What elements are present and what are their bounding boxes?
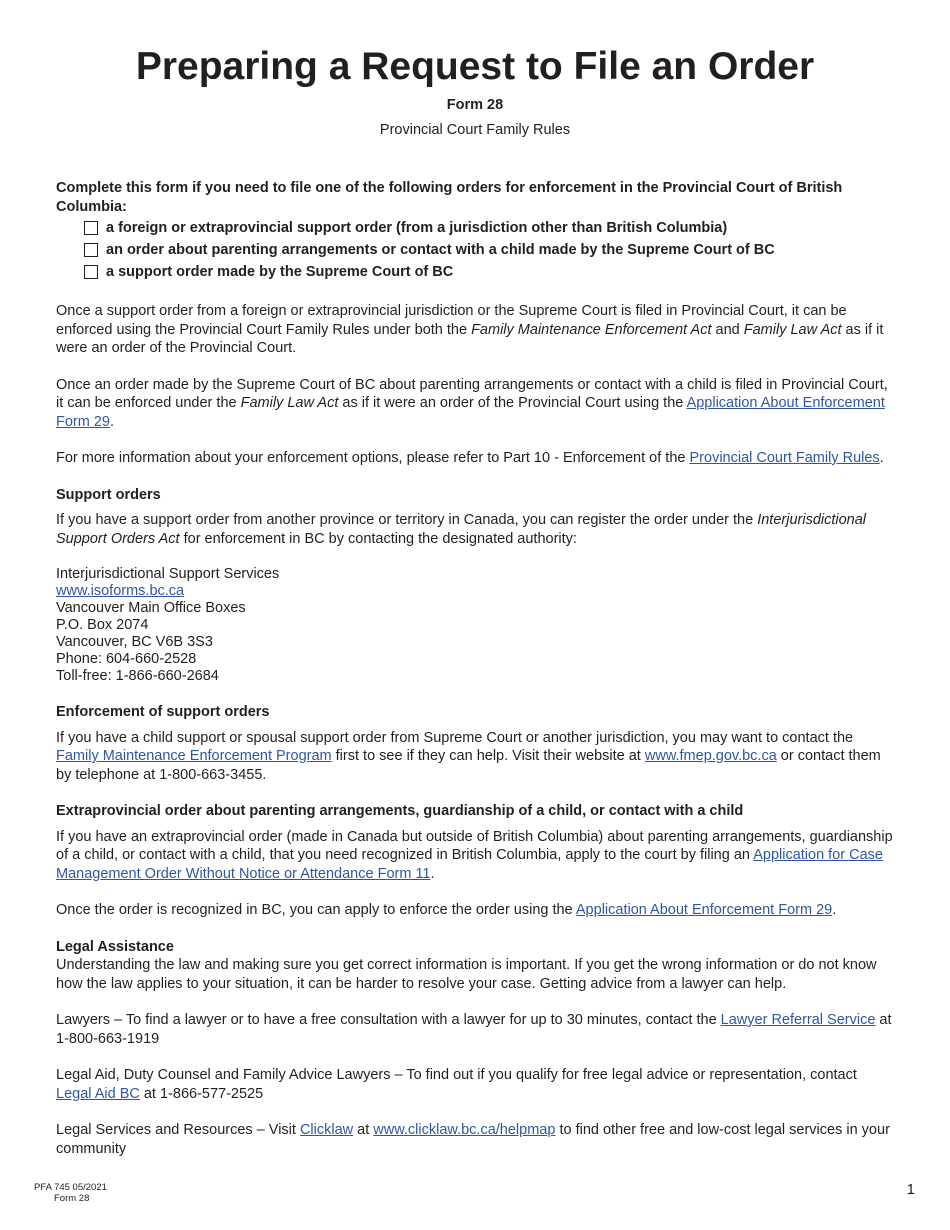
option-label: a support order made by the Supreme Court of BC (106, 264, 454, 280)
paragraph-legal-intro: Understanding the law and making sure you get correct information is important. If you get the wrong information or do not know how the law applies to your situation, it can be harder to resolve your case. Getting advice from a lawyer can help. (56, 957, 877, 992)
act-name: Interjurisdictional Support Orders Act (56, 512, 867, 547)
link-clicklaw[interactable]: Clicklaw (299, 1122, 354, 1138)
heading-legal-assistance: Legal Assistance (56, 938, 174, 955)
option-label: a foreign or extraprovincial support order (from a jurisdiction other than British Columbia) (106, 220, 728, 236)
heading-support-orders: Support orders (56, 486, 161, 503)
checkbox-foreign-support-order[interactable] (84, 221, 98, 235)
checkbox-supreme-court-support-order[interactable] (84, 265, 98, 279)
footer-code: PFA 745 05/2021 (34, 1182, 107, 1193)
address-line: Vancouver Main Office Boxes (56, 600, 246, 616)
act-name: Family Law Act (743, 321, 842, 338)
address-block (56, 566, 896, 685)
text: . (110, 413, 115, 430)
act-name: Family Law Act (240, 395, 339, 411)
paragraph-support-enforcement (56, 302, 896, 358)
text: as if it were an order of the Provincial Court. (56, 321, 884, 356)
text: Once the order is recognized in BC, you can apply to enforce the order using the (56, 902, 576, 918)
paragraph-extraprovincial (56, 828, 896, 884)
address-line: Vancouver, BC V6B 3S3 (56, 634, 213, 650)
text: . (832, 902, 837, 918)
text: or contact them by telephone at 1-800-663-3455. (56, 748, 881, 783)
option-parenting-order (84, 241, 896, 263)
page-number: 1 (906, 1181, 915, 1198)
footer-form: Form 28 (54, 1193, 90, 1204)
link-fmep[interactable]: Family Maintenance Enforcement Program (56, 748, 332, 764)
link-fmep-website[interactable]: www.fmep.gov.bc.ca (644, 748, 777, 764)
paragraph-parenting-enforcement (56, 376, 896, 432)
paragraph-more-info (56, 449, 896, 468)
address-line: P.O. Box 2074 (56, 617, 149, 633)
text: If you have an extraprovincial order (made in Canada but outside of British Columbia) about parenting arrangements, guardianship of a child, or contact with a child, that you need recognized in British Columbia, apply to the court by filing an (56, 828, 893, 863)
text: . (879, 450, 884, 466)
text: Legal Services and Resources – Visit (56, 1122, 300, 1138)
text: for enforcement in BC by contacting the designated authority: (179, 530, 577, 547)
paragraph-support-orders (56, 511, 896, 548)
text: to find other free and low-cost legal services in your community (56, 1122, 890, 1157)
text: at (353, 1122, 374, 1138)
text: If you have a child support or spousal support order from Supreme Court or another jurisdiction, you may want to contact the (56, 729, 854, 746)
heading-enforcement: Enforcement of support orders (56, 704, 270, 720)
address-tollfree: Toll-free: 1-866-660-2684 (56, 668, 219, 684)
text: first to see if they can help. Visit their website at (331, 748, 645, 764)
address-name: Interjurisdictional Support Services (56, 566, 280, 582)
form-number: Form 28 (446, 97, 504, 113)
text: Lawyers – To find a lawyer or to have a free consultation with a lawyer for up to 30 minutes, contact the (56, 1012, 721, 1028)
text: at 1-866-577-2525 (139, 1085, 264, 1102)
text: If you have a support order from another province or territory in Canada, you can register the order under the (56, 512, 758, 528)
intro-text: Complete this form if you need to file one of the following orders for enforcement in the Provincial Court of British Columbia: (56, 180, 843, 215)
text: and (711, 321, 744, 338)
checkbox-parenting-order[interactable] (84, 243, 98, 257)
link-lawyer-referral[interactable]: Lawyer Referral Service (720, 1012, 876, 1028)
rules-name: Provincial Court Family Rules (379, 122, 571, 138)
page-title: Preparing a Request to File an Order (135, 45, 815, 88)
footer (34, 1182, 107, 1204)
order-type-options (84, 219, 896, 285)
link-form-29-second[interactable]: Application About Enforcement Form 29 (575, 902, 833, 918)
text: . (430, 865, 435, 882)
option-supreme-court-support-order (84, 263, 896, 285)
paragraph-enforcement (56, 729, 896, 785)
document-body (56, 179, 896, 1158)
link-form-29[interactable]: Application About Enforcement Form 29 (56, 395, 885, 430)
address-phone: Phone: 604-660-2528 (56, 651, 197, 667)
paragraph-resources (56, 1121, 896, 1158)
link-family-rules[interactable]: Provincial Court Family Rules (689, 450, 880, 466)
act-name: Family Maintenance Enforcement Act (471, 321, 712, 338)
link-form-11[interactable]: Application for Case Management Order Without Notice or Attendance Form 11 (56, 847, 883, 882)
option-label: an order about parenting arrangements or contact with a child made by the Supreme Court of BC (106, 242, 775, 258)
link-isoforms[interactable]: www.isoforms.bc.ca (56, 583, 185, 599)
paragraph-recognized (56, 901, 896, 920)
option-foreign-support-order (84, 219, 896, 241)
text: For more information about your enforcement options, please refer to Part 10 - Enforcement of the (56, 450, 690, 466)
paragraph-lawyers (56, 1011, 896, 1048)
paragraph-legal-aid (56, 1066, 896, 1103)
text: at 1-800-663-1919 (56, 1012, 892, 1047)
text: Legal Aid, Duty Counsel and Family Advice Lawyers – To find out if you qualify for free legal advice or representation, contact (56, 1067, 857, 1083)
link-legal-aid[interactable]: Legal Aid BC (56, 1085, 140, 1102)
text: Once an order made by the Supreme Court of BC about parenting arrangements or contact with a child is filed in Provincial Court, it can be enforced under the (56, 376, 888, 411)
link-clicklaw-helpmap[interactable]: www.clicklaw.bc.ca/helpmap (373, 1122, 556, 1138)
text: Once a support order from a foreign or extraprovincial jurisdiction or the Supreme Court is filed in Provincial Court, it can be enforced using the Provincial Court Family Rules under both the (56, 303, 847, 338)
text: as if it were an order of the Provincial Court using the (338, 395, 687, 411)
heading-extraprovincial: Extraprovincial order about parenting arrangements, guardianship of a child, or contact with a child (56, 803, 744, 819)
